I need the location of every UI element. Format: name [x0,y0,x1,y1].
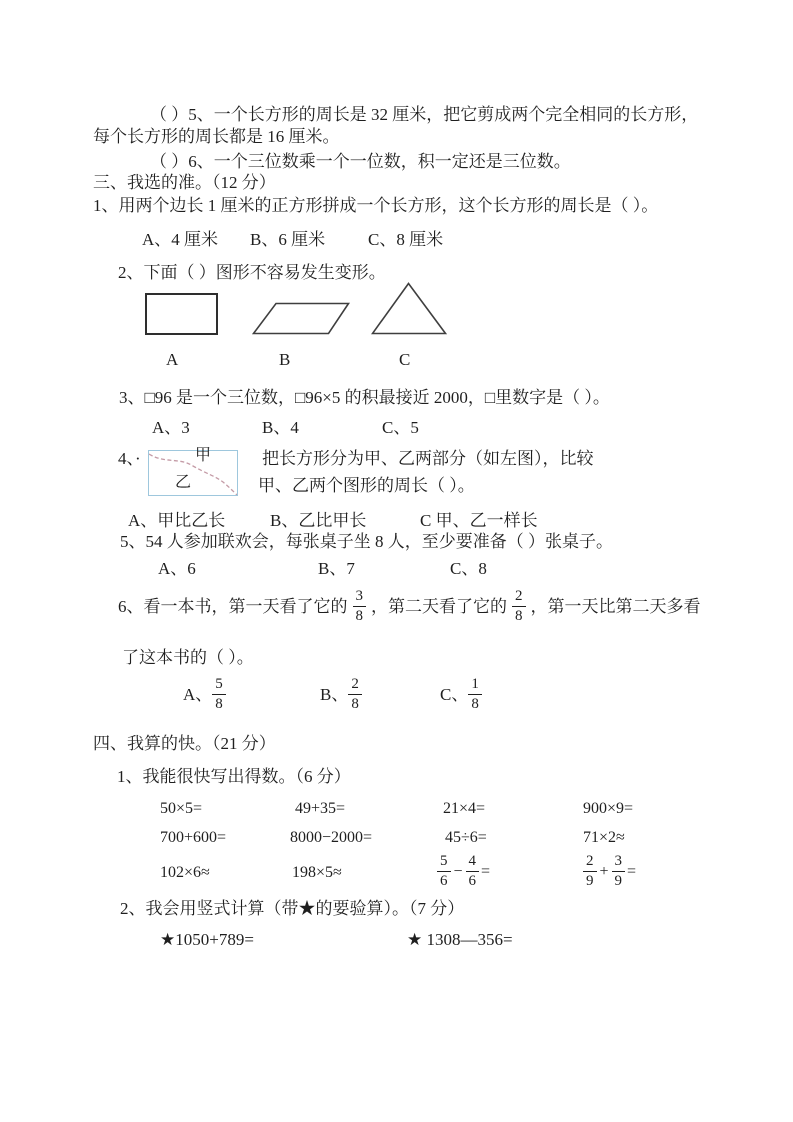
q6-option-c-label: C、 [440,685,469,704]
parallelogram-shape [252,302,350,335]
expr2-operator: + [599,863,609,880]
expr1-equals: = [481,863,491,880]
q4-figure [148,447,238,496]
q6-frac2-num: 2 [515,588,523,605]
expr1-f2-num: 4 [468,853,477,870]
q6-option-a [183,676,226,714]
expr1-f1-den: 6 [437,871,451,890]
q5-option-c: C、8 [450,559,487,578]
calc-r2c2: 8000−2000= [290,829,373,846]
q6-option-b-label: B、 [320,685,349,704]
q4-figure-label-yi: 乙 [175,474,192,491]
calc-r1c4: 900×9= [583,800,634,817]
q6-option-a-label: A、 [183,685,213,704]
q6-text-line1 [118,588,701,626]
expr1-f2-den: 6 [466,871,480,890]
q5-option-a: A、6 [158,559,196,578]
truefalse-item6: （ ）6、一个三位数乘一个一位数，积一定还是三位数。 [150,152,571,171]
q4-text-line1: 把长方形分为甲、乙两部分（如左图），比较 [262,449,594,468]
truefalse-item5-line2: 每个长方形的周长都是 16 厘米。 [93,127,340,146]
q6-fraction-2 [512,589,526,625]
q3-option-c: C、5 [382,418,419,437]
q1-option-c: C、8 厘米 [368,230,444,249]
q4-option-a: A、甲比乙长 [128,511,226,530]
q1-text: 1、用两个边长 1 厘米的正方形拼成一个长方形，这个长方形的周长是（ ）。 [93,196,659,215]
q6-frac1-den: 8 [353,606,367,625]
q6-option-b-fraction [348,677,362,713]
calc-r1c3: 21×4= [443,800,486,817]
q6-option-a-fraction [212,677,226,713]
shape-label-c: C [399,350,411,369]
calc-r2c3: 45÷6= [445,829,487,846]
q6-option-b-num: 2 [351,676,359,693]
section-four-part1-heading: 1、我能很快写出得数。（6 分） [117,767,351,786]
q4-divider-curve [149,451,237,495]
expr2-f2-num: 3 [614,853,623,870]
shape-label-a: A [166,350,179,369]
q6-text-pre: 6、看一本书，第一天看了它的 [118,597,348,616]
expr2-f1-den: 9 [583,871,597,890]
truefalse-item5-line1: （ ）5、一个长方形的周长是 32 厘米，把它剪成两个完全相同的长方形， [150,105,699,124]
q3-text: 3、□96 是一个三位数，□96×5 的积最接近 2000，□里数字是（ ）。 [119,388,610,407]
calc-r3c2: 198×5≈ [292,864,342,881]
calc-r2c4: 71×2≈ [583,829,625,846]
section-four-part2-heading: 2、我会用竖式计算（带★的要验算）。（7 分） [120,899,465,918]
q6-option-b-den: 8 [348,694,362,713]
q5-option-b: B、7 [318,559,355,578]
calc-fraction-expr-2 [583,853,636,891]
expr1-f1-num: 5 [440,853,448,870]
q4-option-c: C 甲、乙一样长 [420,511,538,530]
expr2-equals: = [627,863,637,880]
expr1-fraction-1 [437,854,451,890]
q6-option-c [440,676,482,714]
q3-option-b: B、4 [262,418,299,437]
vertical-calc-expr-2: ★ 1308—356= [407,930,513,949]
calc-r3c1: 102×6≈ [160,864,210,881]
q4-option-b: B、乙比甲长 [270,511,367,530]
triangle-shape [371,282,447,335]
expr1-operator: − [453,863,463,880]
section-three-heading: 三、我选的准。（12 分） [93,173,276,192]
q6-text-post: ，第一天比第二天多看 [530,597,701,616]
q1-option-a: A、4 厘米 [142,230,219,249]
expr2-f1-num: 2 [586,853,594,870]
q6-fraction-1 [353,589,367,625]
q3-option-a: A、3 [152,418,190,437]
q1-option-b: B、6 厘米 [250,230,326,249]
q4-figure-label-jia: 甲 [195,447,212,464]
q6-text-line2: 了这本书的（ ）。 [122,648,254,667]
expr2-f2-den: 9 [612,871,626,890]
calc-r2c1: 700+600= [160,829,227,846]
q6-option-b [320,676,362,714]
q6-option-c-den: 8 [468,694,482,713]
calc-fraction-expr-1 [437,853,490,891]
q5-text: 5、54 人参加联欢会，每张桌子坐 8 人，至少要准备（ ）张桌子。 [120,532,613,551]
q4-text-line2: 甲、乙两个图形的周长（ ）。 [258,476,475,495]
calc-r1c2: 49+35= [295,800,346,817]
q4-number: 4、· [118,449,141,468]
expr2-fraction-2 [612,854,626,890]
q6-text-mid: ，第二天看了它的 [371,597,507,616]
vertical-calc-expr-1: ★1050+789= [160,930,254,949]
q6-option-a-den: 8 [212,694,226,713]
expr1-fraction-2 [466,854,480,890]
q6-option-c-num: 1 [471,676,479,693]
section-four-heading: 四、我算的快。（21 分） [93,734,276,753]
expr2-fraction-1 [583,854,597,890]
calc-r1c1: 50×5= [160,800,203,817]
q6-frac2-den: 8 [512,606,526,625]
rectangle-shape [145,293,218,335]
shape-label-b: B [279,350,291,369]
q6-option-a-num: 5 [215,676,223,693]
q6-frac1-num: 3 [355,588,363,605]
q2-text: 2、下面（ ）图形不容易发生变形。 [118,263,386,282]
q6-option-c-fraction [468,677,482,713]
